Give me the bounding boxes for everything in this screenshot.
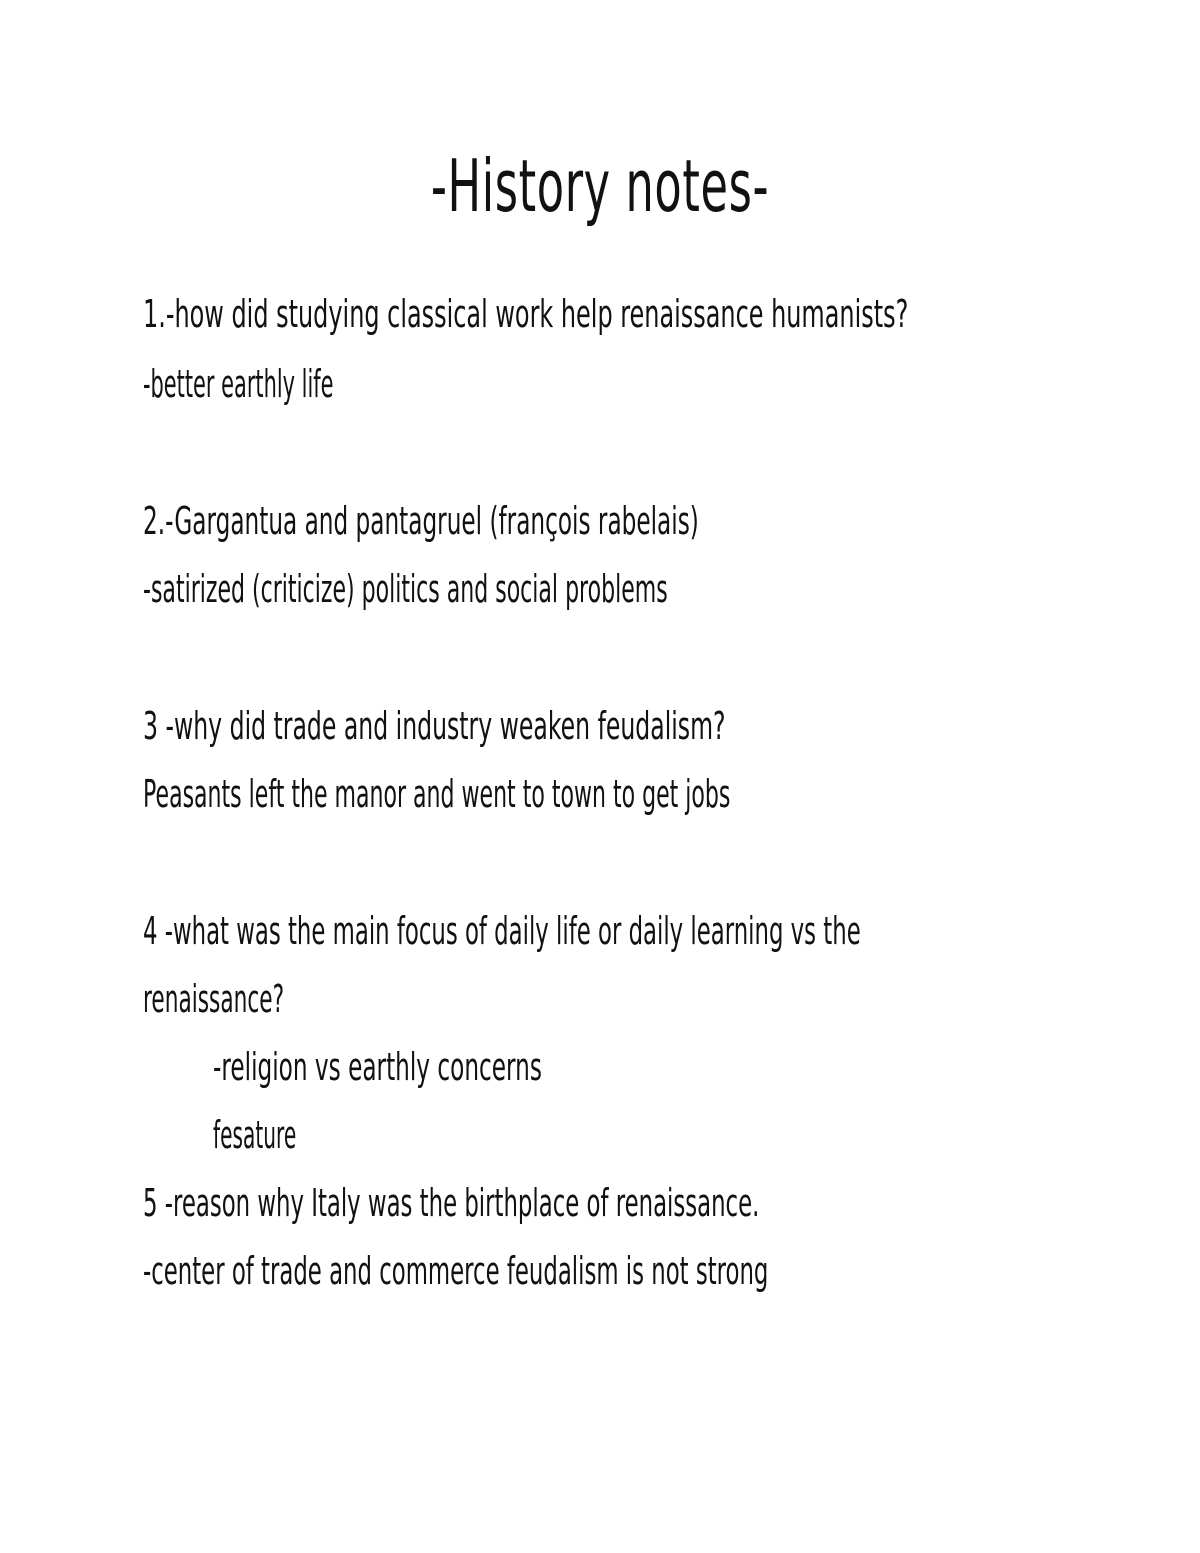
answer-4: -religion vs earthly concerns xyxy=(213,1045,542,1089)
answer-3: Peasants left the manor and went to town to get jobs xyxy=(143,772,731,816)
answer-4-note: fesature xyxy=(213,1113,297,1157)
answer-2: -satirized (criticize) politics and social problems xyxy=(143,567,668,611)
question-5: 5 -reason why Italy was the birthplace of renaissance. xyxy=(143,1181,760,1225)
question-3: 3 -why did trade and industry weaken feudalism? xyxy=(143,704,726,748)
question-2: 2.-Gargantua and pantagruel (françois rabelais) xyxy=(143,499,699,543)
question-1: 1.-how did studying classical work help renaissance humanists? xyxy=(143,292,909,336)
page-title: -History notes- xyxy=(430,144,770,228)
answer-1: -better earthly life xyxy=(143,362,334,406)
question-4: 4 -what was the main focus of daily life or daily learning vs the xyxy=(143,909,861,953)
question-4-continued: renaissance? xyxy=(143,977,285,1021)
answer-5: -center of trade and commerce feudalism is not strong xyxy=(143,1249,769,1293)
